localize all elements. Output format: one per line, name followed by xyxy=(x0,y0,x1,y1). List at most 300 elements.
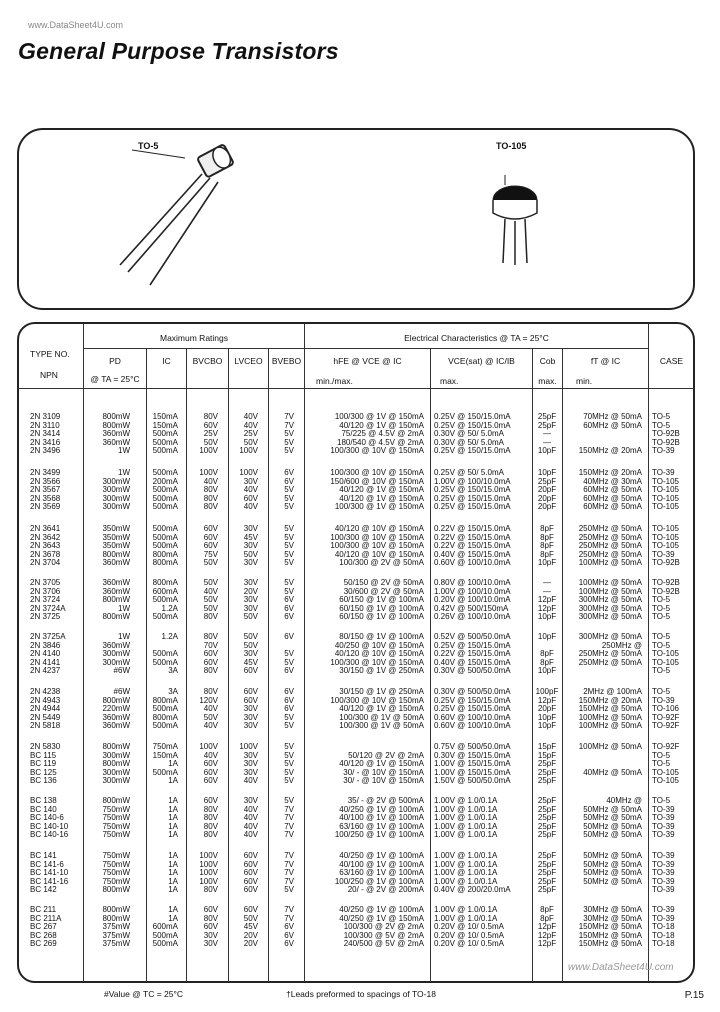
footnote-value: #Value @ TC = 25°C xyxy=(104,989,184,999)
hfe-cell: 30/ - @ 10V @ 150mA xyxy=(343,767,424,777)
ft-cell: 50MHz @ 50mA xyxy=(583,804,642,814)
ft-cell: 50MHz @ 50mA xyxy=(583,851,642,860)
pd-cell: 360mW xyxy=(102,437,130,447)
table-row xyxy=(0,940,720,949)
case-cell: TO-39 xyxy=(652,859,675,869)
type-no-cell: 2N 5830 xyxy=(30,742,61,751)
case-cell: TO-5 xyxy=(652,666,671,676)
lvceo-cell: 30V xyxy=(243,759,258,769)
hfe-cell: 100/300 @ 10V @ 150mA xyxy=(330,657,424,667)
ic-cell: 1A xyxy=(168,796,178,805)
bvcbo-cell: 60V xyxy=(203,532,218,542)
lvceo-cell: 40V xyxy=(243,412,258,421)
cob-cell: 10pF xyxy=(537,632,557,641)
lvceo-cell: 60V xyxy=(243,859,258,869)
type-no-header: TYPE NO. xyxy=(30,349,70,359)
bvcbo-cell: 60V xyxy=(203,796,218,805)
lvceo-cell: 20V xyxy=(243,939,258,949)
cob-cell: 10pF xyxy=(537,721,557,731)
lvceo-cell: 30V xyxy=(243,476,258,486)
hfe-cell: 100/300 @ 1V @ 50mA xyxy=(339,712,424,722)
pd-cell: 750mW xyxy=(102,859,130,869)
cob-cell: 20pF xyxy=(537,493,557,503)
cob-cell: 12pF xyxy=(537,695,557,705)
bvebo-cell: 7V xyxy=(284,821,294,831)
cob-cell: 12pF xyxy=(537,595,557,605)
bvcbo-cell: 75V xyxy=(203,549,218,559)
ft-cell: 40MHz @ 30mA xyxy=(583,476,642,486)
lvceo-cell: 40V xyxy=(243,813,258,823)
table-row xyxy=(0,831,720,840)
hfe-cell: 60/150 @ 1V @ 100mA xyxy=(339,612,424,622)
bvcbo-cell: 40V xyxy=(203,586,218,596)
cob-cell: 25pF xyxy=(537,821,557,831)
bvcbo-cell: 80V xyxy=(203,666,218,676)
type-no-cell: 2N 3846 xyxy=(30,640,61,650)
ft-cell: 300MHz @ 50mA xyxy=(578,632,642,641)
bvebo-cell: 5V xyxy=(284,549,294,559)
vce-sat-cell: 0.25V @ 150/15.0mA xyxy=(434,502,511,512)
hfe-cell: 30/ - @ 10V @ 150mA xyxy=(343,776,424,786)
ic-cell: 150mA xyxy=(152,750,178,760)
bvebo-cell: 5V xyxy=(284,532,294,542)
lvceo-cell: 60V xyxy=(243,493,258,503)
ft-cell: 100MHz @ 50mA xyxy=(578,742,642,751)
type-no-cell: 2N 3567 xyxy=(30,485,61,495)
ft-cell: 150MHz @ 50mA xyxy=(578,930,642,940)
bvebo-cell: 6V xyxy=(284,930,294,940)
hfe-cell: 40/250 @ 1V @ 100mA xyxy=(339,851,424,860)
cob-cell: 12pF xyxy=(537,930,557,940)
pd-cell: 360mW xyxy=(102,640,130,650)
lvceo-cell: 60V xyxy=(243,851,258,860)
vce-sat-cell: 0.20V @ 10/ 0.5mA xyxy=(434,922,504,932)
lvceo-cell: 50V xyxy=(243,549,258,559)
type-no-cell: 2N 3568 xyxy=(30,493,61,503)
vce-sat-cell: 0.30V @ 150/15.0mA xyxy=(434,750,511,760)
hfe-cell: 40/120 @ 10V @ 150mA xyxy=(334,524,424,533)
vce-sat-cell: 0.30V @ 50/ 5.0mA xyxy=(434,429,504,439)
cob-cell: 10pF xyxy=(537,712,557,722)
hfe-cell: 20/ - @ 2V @ 200mA xyxy=(347,885,424,895)
table-row xyxy=(0,447,720,456)
vce-sat-cell: 1.00V @ 1.0/0.1A xyxy=(434,876,498,886)
cob-cell: 8pF xyxy=(540,532,554,542)
pd-cell: 750mW xyxy=(102,804,130,814)
lvceo-cell: 60V xyxy=(243,695,258,705)
type-no-cell: BC 125 xyxy=(30,767,57,777)
ic-cell: 800mA xyxy=(152,578,178,587)
case-cell: TO-5 xyxy=(652,750,671,760)
lvceo-cell: 30V xyxy=(243,796,258,805)
hfe-cell: 100/300 @ 2V @ 2mA xyxy=(343,922,424,932)
case-cell: TO-105 xyxy=(652,476,679,486)
vce-sat-cell: 0.40V @ 200/20.0mA xyxy=(434,885,511,895)
ic-cell: 500mA xyxy=(152,595,178,605)
bvcbo-header: BVCBO xyxy=(192,356,223,366)
bvcbo-cell: 80V xyxy=(203,632,218,641)
cob-cell: 25pF xyxy=(537,767,557,777)
pd-cell: 360mW xyxy=(102,558,130,568)
type-no-cell: BC 267 xyxy=(30,922,57,932)
type-no-cell: 2N 3724 xyxy=(30,595,61,605)
hfe-cell: 80/150 @ 1V @ 100mA xyxy=(339,632,424,641)
type-no-cell: 2N 3569 xyxy=(30,502,61,512)
case-cell: TO-39 xyxy=(652,813,675,823)
bvcbo-cell: 80V xyxy=(203,485,218,495)
cob-cell: 25pF xyxy=(537,804,557,814)
hfe-cell: 240/500 @ 5V @ 2mA xyxy=(343,939,424,949)
type-no-cell: BC 268 xyxy=(30,930,57,940)
type-no-cell: 2N 3725 xyxy=(30,612,61,622)
case-cell: TO-92B xyxy=(652,578,680,587)
ft-cell: 250MHz @ 50mA xyxy=(578,649,642,659)
pd-cell: 800mW xyxy=(102,913,130,923)
ic-cell: 600mA xyxy=(152,922,178,932)
lvceo-cell: 50V xyxy=(243,612,258,622)
case-cell: TO-5 xyxy=(652,632,671,641)
pd-cell: 750mW xyxy=(102,868,130,878)
lvceo-header: LVCEO xyxy=(234,356,263,366)
hfe-cell: 40/250 @ 1V @ 100mA xyxy=(339,905,424,914)
case-cell: TO-5 xyxy=(652,412,671,421)
lvceo-cell: 30V xyxy=(243,603,258,613)
lvceo-cell: 30V xyxy=(243,524,258,533)
type-no-cell: 2N 4238 xyxy=(30,687,61,696)
ic-cell: 1A xyxy=(168,876,178,886)
bvcbo-cell: 50V xyxy=(203,712,218,722)
ic-cell: 500mA xyxy=(152,446,178,456)
table-row xyxy=(0,777,720,786)
npn-header: NPN xyxy=(40,370,58,380)
cob-cell: 15pF xyxy=(537,742,557,751)
bvcbo-cell: 60V xyxy=(203,524,218,533)
pd-cell: 750mW xyxy=(102,821,130,831)
bvcbo-cell: 100V xyxy=(199,876,218,886)
pd-cell: 375mW xyxy=(102,939,130,949)
pd-cell: 750mW xyxy=(102,876,130,886)
bvcbo-cell: 80V xyxy=(203,493,218,503)
pd-cell: 1W xyxy=(118,603,130,613)
type-no-cell: 2N 4141 xyxy=(30,657,61,667)
vce-sat-cell: 0.20V @ 10/ 0.5mA xyxy=(434,930,504,940)
bvebo-cell: 7V xyxy=(284,420,294,430)
vce-sat-cell: 0.25V @ 150/15.0mA xyxy=(434,412,511,421)
pd-cell: 360mW xyxy=(102,586,130,596)
ft-cell: 250MHz @ 50mA xyxy=(578,532,642,542)
pd-cell: 300mW xyxy=(102,649,130,659)
row-group xyxy=(0,469,720,512)
header-rule-top xyxy=(83,348,648,349)
pd-cell: 375mW xyxy=(102,922,130,932)
pd-cell: 350mW xyxy=(102,541,130,551)
bvebo-cell: 6V xyxy=(284,666,294,676)
cob-cell: 12pF xyxy=(537,939,557,949)
type-no-cell: BC 140-10 xyxy=(30,821,69,831)
pd-cell: 360mW xyxy=(102,712,130,722)
ic-cell: 500mA xyxy=(152,437,178,447)
case-cell: TO-18 xyxy=(652,922,675,932)
bvebo-cell: 5V xyxy=(284,586,294,596)
ft-header: fT @ IC xyxy=(590,356,621,366)
bvebo-cell: 6V xyxy=(284,476,294,486)
pd-cell: 350mW xyxy=(102,532,130,542)
hfe-cell: 30/150 @ 1V @ 250mA xyxy=(339,666,424,676)
bvcbo-cell: 80V xyxy=(203,821,218,831)
cob-cell: 25pF xyxy=(537,885,557,895)
bvcbo-cell: 80V xyxy=(203,502,218,512)
lvceo-cell: 100V xyxy=(239,468,258,477)
ft-cell: 30MHz @ 50mA xyxy=(583,913,642,923)
lvceo-cell: 20V xyxy=(243,930,258,940)
bvcbo-cell: 60V xyxy=(203,759,218,769)
vce-sat-cell: 1.00V @ 1.0/0.1A xyxy=(434,851,498,860)
bvcbo-cell: 60V xyxy=(203,649,218,659)
cob-cell: 25pF xyxy=(537,868,557,878)
ft-cell: 300MHz @ 50mA xyxy=(578,595,642,605)
type-no-cell: 2N 3642 xyxy=(30,532,61,542)
pd-cell: 750mW xyxy=(102,813,130,823)
hfe-cell: 50/150 @ 2V @ 50mA xyxy=(343,578,424,587)
lvceo-cell: 30V xyxy=(243,578,258,587)
cob-subheader: max. xyxy=(538,376,557,386)
vce-sat-cell: 0.22V @ 150/15.0mA xyxy=(434,532,511,542)
case-cell: TO-39 xyxy=(652,851,675,860)
bvebo-header: BVEBO xyxy=(271,356,302,366)
cob-cell: — xyxy=(543,586,551,596)
row-group xyxy=(0,797,720,840)
ft-cell: 100MHz @ 50mA xyxy=(578,721,642,731)
type-no-cell: BC 115 xyxy=(30,750,57,760)
pd-cell: 300mW xyxy=(102,476,130,486)
bvcbo-cell: 60V xyxy=(203,905,218,914)
cob-header: Cob xyxy=(539,356,556,366)
lvceo-cell: 60V xyxy=(243,885,258,895)
bvebo-cell: 5V xyxy=(284,649,294,659)
bvebo-cell: 7V xyxy=(284,830,294,840)
lvceo-cell: 60V xyxy=(243,687,258,696)
bvcbo-cell: 100V xyxy=(199,742,218,751)
ic-cell: 1.2A xyxy=(161,632,178,641)
ic-cell: 3A xyxy=(168,687,178,696)
bvebo-cell: 7V xyxy=(284,851,294,860)
hfe-cell: 100/300 @ 1V @ 150mA xyxy=(334,412,424,421)
ic-cell: 500mA xyxy=(152,612,178,622)
row-group xyxy=(0,525,720,568)
pd-cell: 300mW xyxy=(102,493,130,503)
type-no-cell: 2N 3109 xyxy=(30,412,61,421)
pd-cell: 800mW xyxy=(102,695,130,705)
bvebo-cell: 5V xyxy=(284,767,294,777)
cob-cell: 25pF xyxy=(537,412,557,421)
ft-cell: 250MHz @ 50mA xyxy=(578,524,642,533)
ic-cell: 800mA xyxy=(152,549,178,559)
case-cell: TO-5 xyxy=(652,687,671,696)
vce-sat-cell: 1.00V @ 1.0/0.1A xyxy=(434,821,498,831)
cob-cell: 25pF xyxy=(537,859,557,869)
bvebo-cell: 5V xyxy=(284,437,294,447)
ic-cell: 1A xyxy=(168,851,178,860)
ic-cell: 800mA xyxy=(152,712,178,722)
bvcbo-cell: 40V xyxy=(203,704,218,714)
ic-cell: 500mA xyxy=(152,721,178,731)
ft-cell: 300MHz @ 50mA xyxy=(578,612,642,622)
lvceo-cell: 40V xyxy=(243,485,258,495)
bvcbo-cell: 80V xyxy=(203,813,218,823)
cob-cell: 8pF xyxy=(540,524,554,533)
bvcbo-cell: 30V xyxy=(203,930,218,940)
type-no-cell: BC 269 xyxy=(30,939,57,949)
cob-cell: 8pF xyxy=(540,657,554,667)
ic-cell: 1A xyxy=(168,830,178,840)
pd-cell: 750mW xyxy=(102,851,130,860)
vce-sat-cell: 0.30V @ 500/50.0mA xyxy=(434,687,511,696)
vce-sat-cell: 0.52V @ 500/50.0mA xyxy=(434,632,511,641)
cob-cell: 10pF xyxy=(537,468,557,477)
cob-cell: 25pF xyxy=(537,876,557,886)
case-cell: TO-18 xyxy=(652,939,675,949)
bvcbo-cell: 50V xyxy=(203,578,218,587)
hfe-cell: 100/300 @ 2V @ 50mA xyxy=(339,558,424,568)
hfe-cell: 100/250 @ 1V @ 100mA xyxy=(334,876,424,886)
ft-cell: 100MHz @ 50mA xyxy=(578,578,642,587)
bvebo-cell: 5V xyxy=(284,502,294,512)
ft-cell: 100MHz @ 50mA xyxy=(578,712,642,722)
table-row xyxy=(0,613,720,622)
lvceo-cell: 50V xyxy=(243,640,258,650)
hfe-cell: 63/160 @ 1V @ 100mA xyxy=(339,868,424,878)
type-no-cell: 2N 5818 xyxy=(30,721,61,731)
hfe-cell: 35/ - @ 2V @ 500mA xyxy=(347,796,424,805)
case-header: CASE xyxy=(659,356,684,366)
cob-cell: 10pF xyxy=(537,446,557,456)
case-cell: TO-39 xyxy=(652,913,675,923)
hfe-subheader: min./max. xyxy=(316,376,353,386)
vce-sat-cell: 1.00V @ 1.0/0.1A xyxy=(434,868,498,878)
ft-cell: 60MHz @ 50mA xyxy=(583,485,642,495)
vce-sat-cell: 1.00V @ 150/15.0mA xyxy=(434,759,511,769)
bvcbo-cell: 100V xyxy=(199,851,218,860)
ft-cell: 2MHz @ 100mA xyxy=(583,687,642,696)
cob-cell: 8pF xyxy=(540,649,554,659)
type-no-cell: BC 136 xyxy=(30,776,57,786)
type-no-cell: 2N 3566 xyxy=(30,476,61,486)
hfe-header: hFE @ VCE @ IC xyxy=(333,356,402,366)
hfe-cell: 60/150 @ 1V @ 100mA xyxy=(339,603,424,613)
bvebo-cell: 5V xyxy=(284,657,294,667)
pd-cell: 300mW xyxy=(102,767,130,777)
elec-char-header: Electrical Characteristics @ TA = 25°C xyxy=(404,333,549,343)
bvebo-cell: 6V xyxy=(284,939,294,949)
bvebo-cell: 7V xyxy=(284,868,294,878)
bvcbo-cell: 100V xyxy=(199,468,218,477)
bvebo-cell: 5V xyxy=(284,578,294,587)
pd-cell: 300mW xyxy=(102,502,130,512)
type-no-cell: 2N 3705 xyxy=(30,578,61,587)
page-number: P.15 xyxy=(684,990,704,1001)
bvcbo-cell: 60V xyxy=(203,767,218,777)
ft-cell: 150MHz @ 50mA xyxy=(578,922,642,932)
bvcbo-cell: 80V xyxy=(203,830,218,840)
pd-cell: 800mW xyxy=(102,796,130,805)
ft-cell: 150MHz @ 50mA xyxy=(578,939,642,949)
bvcbo-cell: 40V xyxy=(203,476,218,486)
lvceo-cell: 45V xyxy=(243,532,258,542)
hfe-cell: 75/225 @ 4.5V @ 2mA xyxy=(341,429,424,439)
vce-sat-cell: 0.25V @ 150/15.0mA xyxy=(434,485,511,495)
bvcbo-cell: 60V xyxy=(203,420,218,430)
ic-cell: 500mA xyxy=(152,541,178,551)
bvcbo-cell: 80V xyxy=(203,412,218,421)
cob-cell: 15pF xyxy=(537,750,557,760)
cob-cell: 10pF xyxy=(537,666,557,676)
case-cell: TO-39 xyxy=(652,695,675,705)
cob-cell: 8pF xyxy=(540,541,554,551)
vce-sat-cell: 1.00V @ 100/10.0mA xyxy=(434,476,511,486)
cob-cell: 10pF xyxy=(537,558,557,568)
to105-transistor-drawing xyxy=(470,175,560,275)
pd-cell: 800mW xyxy=(102,420,130,430)
case-cell: TO-5 xyxy=(652,603,671,613)
ft-cell: 40MHz @ 50mA xyxy=(583,767,642,777)
cob-cell: 25pF xyxy=(537,476,557,486)
ic-cell: 3A xyxy=(168,666,178,676)
bvcbo-cell: 50V xyxy=(203,603,218,613)
bvebo-cell: 5V xyxy=(284,885,294,895)
cob-cell: 20pF xyxy=(537,704,557,714)
case-cell: TO-5 xyxy=(652,420,671,430)
bvcbo-cell: 40V xyxy=(203,721,218,731)
type-no-cell: 2N 3704 xyxy=(30,558,61,568)
case-cell: TO-5 xyxy=(652,612,671,622)
lvceo-cell: 30V xyxy=(243,750,258,760)
type-no-cell: BC 211 xyxy=(30,905,57,914)
bvcbo-cell: 50V xyxy=(203,437,218,447)
hfe-cell: 100/300 @ 10V @ 150mA xyxy=(330,695,424,705)
lvceo-cell: 50V xyxy=(243,632,258,641)
ft-cell: 300MHz @ 50mA xyxy=(578,603,642,613)
lvceo-cell: 100V xyxy=(239,742,258,751)
hfe-cell: 40/250 @ 1V @ 100mA xyxy=(339,804,424,814)
type-no-cell: 2N 3416 xyxy=(30,437,61,447)
bvebo-cell: 5V xyxy=(284,742,294,751)
bvcbo-cell: 100V xyxy=(199,859,218,869)
watermark-top: www.DataSheet4U.com xyxy=(28,20,124,30)
bvcbo-cell: 60V xyxy=(203,541,218,551)
ic-cell: 1A xyxy=(168,804,178,814)
hfe-cell: 100/250 @ 1V @ 100mA xyxy=(334,830,424,840)
case-cell: TO-39 xyxy=(652,804,675,814)
type-no-cell: 2N 4943 xyxy=(30,695,61,705)
bvcbo-cell: 80V xyxy=(203,612,218,622)
case-cell: TO-105 xyxy=(652,532,679,542)
cob-cell: 25pF xyxy=(537,420,557,430)
ic-cell: 1A xyxy=(168,859,178,869)
vce-sat-cell: 0.60V @ 100/10.0mA xyxy=(434,558,511,568)
bvebo-cell: 5V xyxy=(284,493,294,503)
pd-condition: @ TA = 25°C xyxy=(90,374,140,384)
lvceo-cell: 30V xyxy=(243,595,258,605)
bvebo-cell: 6V xyxy=(284,687,294,696)
ft-cell: 50MHz @ 50mA xyxy=(583,876,642,886)
ic-cell: 500mA xyxy=(152,649,178,659)
hfe-cell: 40/250 @ 1V @ 150mA xyxy=(339,913,424,923)
case-cell: TO-92F xyxy=(652,712,680,722)
bvebo-cell: 6V xyxy=(284,922,294,932)
vce-sat-cell: 0.26V @ 100/10.0mA xyxy=(434,612,511,622)
vce-sat-cell: 0.60V @ 100/10.0mA xyxy=(434,721,511,731)
hfe-cell: 100/300 @ 10V @ 150mA xyxy=(330,468,424,477)
